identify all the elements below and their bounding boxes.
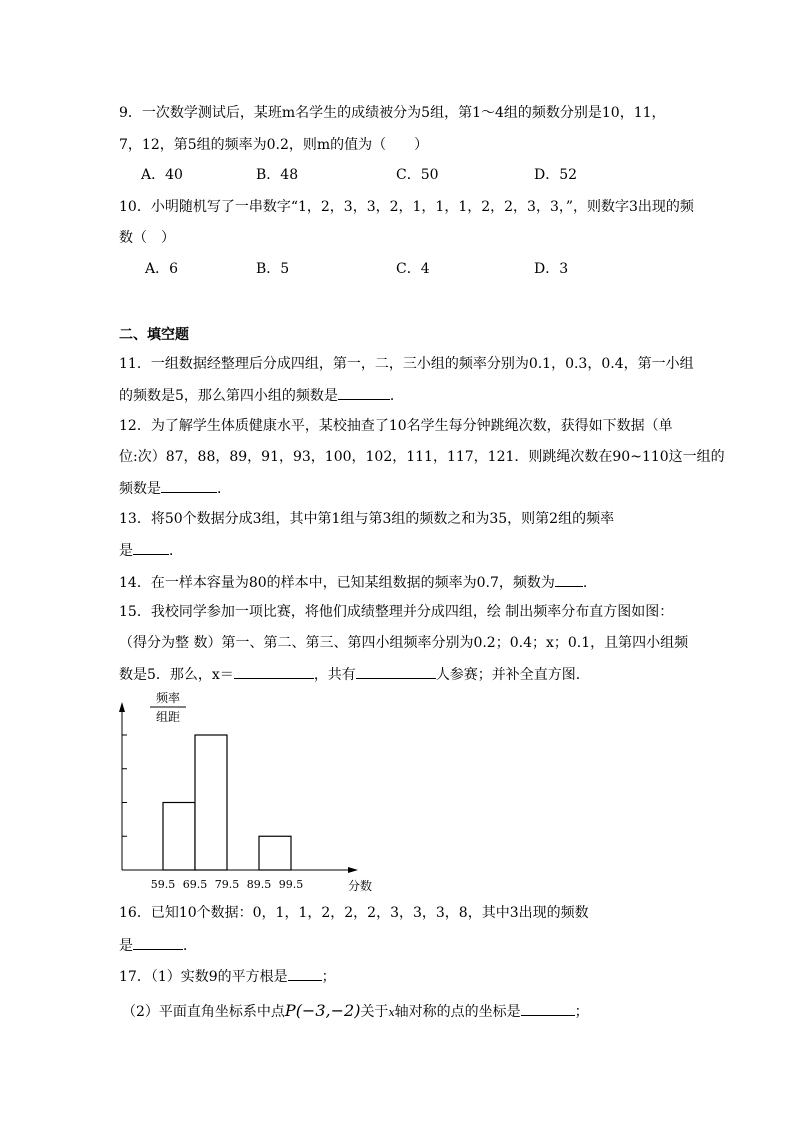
q13-text: 是 [119, 543, 133, 559]
x-tick-label: 99.5 [278, 878, 304, 891]
q12-answer-blank[interactable] [161, 478, 217, 493]
q10-line2: 数（ ） [119, 230, 175, 246]
q14-period: . [582, 575, 588, 591]
x-tick-label: 89.5 [246, 878, 272, 891]
q10-option-c: C．4 [396, 261, 430, 277]
x-tick-label: 69.5 [182, 878, 208, 891]
q13-period: ． [169, 543, 183, 559]
q17-line1 [119, 966, 336, 987]
q14-line1 [119, 572, 587, 593]
x-axis-arrow [348, 867, 358, 873]
q17-semicolon-2: ； [574, 1004, 589, 1020]
x-tick-label: 59.5 [150, 878, 176, 891]
y-axis-arrow [119, 702, 125, 712]
q16-line2 [119, 935, 197, 956]
q12-line3 [119, 478, 231, 499]
q13-answer-blank[interactable] [133, 540, 169, 555]
q11-line1: 11．一组数据经整理后分成四组，第一，二，三小组的频率分别为0.1，0.3，0.4，第一小组 [119, 356, 694, 372]
histogram-bar [195, 735, 227, 870]
q17-text-2c: 轴对称的点的坐标是 [394, 1004, 521, 1020]
q17-text-2a: （2）平面直角坐标系中点 [122, 1004, 285, 1020]
q15-text-c: 人参赛；并补全直方图. [435, 667, 581, 683]
y-axis-label-top: 频率 [155, 691, 181, 705]
q15-line2: （得分为整 数）第一、第二、第三、第四小组频率分别为0.2；0.4；x；0.1，且第四小组频 [119, 635, 689, 651]
q16-answer-blank[interactable] [133, 935, 183, 950]
q15-line1: 15．我校同学参加一项比赛，将他们成绩整理并分成四组，绘 制出频率分布直方图如图： [119, 604, 674, 620]
q10-option-b: B．5 [256, 261, 290, 277]
q15-line3 [119, 664, 580, 685]
q15-text-a: 数是5．那么，x＝ [119, 667, 234, 683]
q9-option-b: B．48 [256, 167, 299, 183]
x-axis-label: 分数 [348, 879, 373, 893]
q17-answer-blank-2[interactable] [521, 1001, 575, 1016]
y-axis-label-bottom: 组距 [155, 710, 181, 724]
q11-text: 的频数是5，那么第四小组的频数是 [119, 388, 338, 404]
q17-line2 [122, 1001, 589, 1023]
q10-option-d: D．3 [534, 261, 569, 277]
q13-line2 [119, 540, 183, 561]
q9-line1: 9．一次数学测试后，某班m名学生的成绩被分为5组，第1～4组的频数分别是10，11， [119, 105, 666, 121]
q16-text: 是 [119, 938, 133, 954]
histogram-bar [163, 803, 195, 871]
q15-count-blank[interactable] [356, 664, 436, 679]
q12-line1: 12．为了解学生体质健康水平，某校抽查了10名学生每分钟跳绳次数，获得如下数据（单 [119, 418, 673, 434]
histogram-chart [100, 688, 380, 898]
q11-answer-blank[interactable] [338, 385, 390, 400]
q10-option-a: A．6 [145, 261, 179, 277]
q12-line2: 位:次）87，88，89，91，93，100，102，111，117，121．则跳绳次数在90~110这一组的 [119, 449, 725, 465]
q9-line2: 7，12，第5组的频率为0.2，则m的值为（ ） [119, 137, 429, 153]
q17-axis: x [388, 1006, 395, 1019]
q14-text: 14．在一样本容量为80的样本中，已知某组数据的频率为0.7，频数为 [119, 575, 555, 591]
section-title: 二、填空题 [119, 327, 189, 343]
q11-period: ． [389, 388, 404, 404]
q16-period: ． [183, 938, 197, 954]
histogram-bar [259, 836, 291, 870]
q9-option-d: D．52 [534, 167, 578, 183]
q16-line1: 16．已知10个数据：0，1，1，2，2，2，3，3，3，8，其中3出现的频数 [119, 905, 589, 921]
q17-semicolon-1: ； [321, 969, 336, 985]
q17-answer-blank-1[interactable] [288, 966, 322, 981]
q11-line2 [119, 385, 404, 406]
q15-text-b: ，共有 [313, 667, 356, 683]
q17-point: P(−3,−2) [284, 1001, 361, 1020]
q17-text-1: 17．（1）实数9的平方根是 [119, 969, 288, 985]
q14-answer-blank[interactable] [555, 572, 583, 587]
histogram-bars [163, 735, 291, 870]
x-tick-label: 79.5 [214, 878, 240, 891]
histogram-axes [119, 702, 358, 873]
q9-option-c: C．50 [396, 167, 439, 183]
q13-line1: 13．将50个数据分成3组，其中第1组与第3组的频数之和为35，则第2组的频率 [119, 511, 615, 527]
q10-line1: 10．小明随机写了一串数字“1，2，3，3，2，1，1，1，2，2，3，3，”，则数字3出现的频 [119, 199, 694, 215]
q9-option-a: A．40 [141, 167, 183, 183]
q17-text-2b: 关于 [360, 1004, 389, 1020]
q12-period: ． [217, 481, 231, 497]
q15-x-blank[interactable] [234, 664, 314, 679]
q12-text: 频数是 [119, 481, 161, 497]
